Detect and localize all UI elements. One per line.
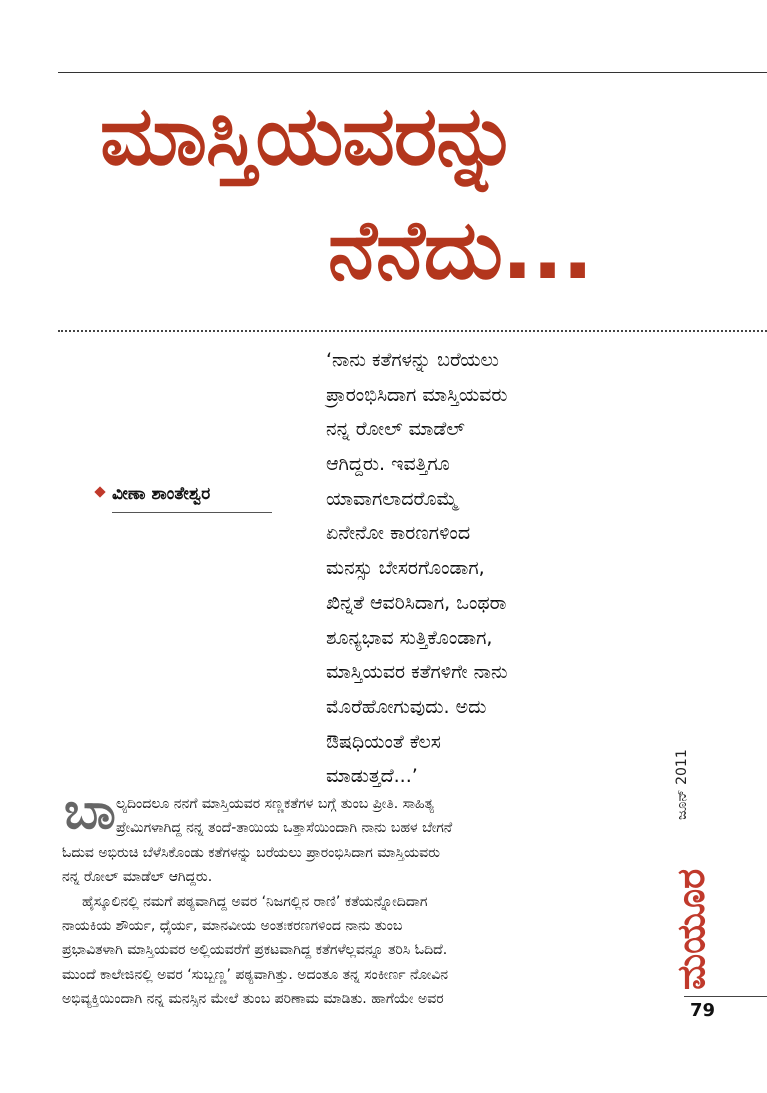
- byline: [96, 484, 210, 504]
- pull-quote-line: ‘ನಾನು ಕತೆಗಳನ್ನು ಬರೆಯಲು: [326, 349, 499, 371]
- article-title-line-2: ನೆನೆದು...: [328, 203, 593, 298]
- author-name: ವೀಣಾ ಶಾಂತೇಶ್ವರ: [112, 484, 211, 504]
- diamond-bullet-icon: [94, 486, 105, 497]
- pull-quote-line: ಮಾಸ್ತಿಯವರ ಕತೆಗಳಿಗೇ ನಾನು: [326, 661, 508, 684]
- body-line: ಅಭಿವ್ಯಕ್ತಿಯಿಂದಾಗಿ ನನ್ನ ಮನಸ್ಸಿನ ಮೇಲೆ ತುಂಬ ಪರಿಣಾಮ ಮಾಡಿತು. ಹಾಗೆಯೇ ಅವರ: [62, 991, 444, 1008]
- body-line: ಪ್ರೇಮಿಗಳಾಗಿದ್ದ ನನ್ನ ತಂದೆ-ತಾಯಿಯ ಒತ್ತಾಸೆಯಿಂದಾಗಿ ನಾನು ಬಹಳ ಬೇಗನೆ: [116, 820, 453, 837]
- issue-date: ಜೂನ್ 2011: [674, 749, 690, 820]
- body-line: ಹೈಸ್ಕೂಲಿನಲ್ಲಿ ನಮಗೆ ಪಠ್ಯವಾಗಿದ್ದ ಅವರ ‘ನಿಜಗಲ್ಲಿನ ರಾಣಿ’ ಕತೆಯನ್ನೋದಿದಾಗ: [82, 893, 428, 910]
- article-title-line-1: ಮಾಸ್ತಿಯವರನ್ನು: [100, 89, 519, 184]
- body-line: ಲ್ಯದಿಂದಲೂ ನನಗೆ ಮಾಸ್ತಿಯವರ ಸಣ್ಣಕತೆಗಳ ಬಗ್ಗೆ ತುಂಬ ಪ್ರೀತಿ. ಸಾಹಿತ್ಯ: [116, 796, 435, 812]
- dropcap: ಬಾ: [64, 782, 116, 840]
- pull-quote-line: ಔಷಧಿಯಂತೆ ಕೆಲಸ: [326, 730, 441, 753]
- pull-quote-line: ಪ್ರಾರಂಭಿಸಿದಾಗ ಮಾಸ್ತಿಯವರು: [326, 383, 508, 406]
- pull-quote-line: ಮನಸ್ಸು ಬೇಸರಗೊಂಡಾಗ,: [326, 557, 485, 580]
- byline-underline: [112, 512, 272, 513]
- pull-quote-line: ಯಾವಾಗಲಾದರೊಮ್ಮೆ: [326, 487, 458, 510]
- magazine-name: ಮಯೂರ: [669, 868, 713, 990]
- pull-quote-line: ಆಗಿದ್ದರು. ಇವತ್ತಿಗೂ: [326, 453, 450, 476]
- top-rule: [58, 72, 767, 73]
- pull-quote-line: ಮೊರೆಹೋಗುವುದು. ಅದು: [326, 695, 487, 718]
- pull-quote-line: ಶೂನ್ಯಭಾವ ಸುತ್ತಿಕೊಂಡಾಗ,: [326, 626, 493, 649]
- pull-quote: [326, 343, 626, 794]
- page-number: 79: [690, 1000, 716, 1021]
- pull-quote-line: ಏನೇನೋ ಕಾರಣಗಳಿಂದ: [326, 522, 471, 545]
- pull-quote-line: ನನ್ನ ರೋಲ್ ಮಾಡೆಲ್: [326, 418, 465, 441]
- pull-quote-line: ಮಾಡುತ್ತದೆ...’: [326, 765, 418, 788]
- pull-quote-line: ಖಿನ್ನತೆ ಆವರಿಸಿದಾಗ, ಒಂಥರಾ: [326, 591, 507, 614]
- body-line: ನನ್ನ ರೋಲ್ ಮಾಡೆಲ್ ಆಗಿದ್ದರು.: [62, 869, 213, 886]
- body-line: ಪ್ರಭಾವಿತಳಾಗಿ ಮಾಸ್ತಿಯವರ ಅಲ್ಲಿಯವರೆಗೆ ಪ್ರಕಟವಾಗಿದ್ದ ಕತೆಗಳೆಲ್ಲವನ್ನೂ ತರಿಸಿ ಓದಿದೆ.: [62, 942, 448, 959]
- body-line: ಓದುವ ಅಭಿರುಚಿ ಬೆಳೆಸಿಕೊಂಡು ಕತೆಗಳನ್ನು ಬರೆಯಲು ಪ್ರಾರಂಭಿಸಿದಾಗ ಮಾಸ್ತಿಯವರು: [62, 844, 440, 861]
- body-line: ಮುಂದೆ ಕಾಲೇಜಿನಲ್ಲಿ ಅವರ ‘ಸುಬ್ಬಣ್ಣ’ ಪಠ್ಯವಾಗಿತ್ತು. ಅದಂತೂ ತನ್ನ ಸಂಕೀರ್ಣ ನೋವಿನ: [62, 966, 449, 983]
- page-number-rule: [684, 996, 767, 997]
- dotted-divider: [58, 330, 767, 332]
- article-body: [62, 792, 592, 1012]
- body-line: ನಾಯಕಿಯ ಶೌರ್ಯ, ಧೈರ್ಯ, ಮಾನವೀಯ ಅಂತಃಕರಣಗಳಿಂದ ನಾನು ತುಂಬ: [62, 917, 403, 934]
